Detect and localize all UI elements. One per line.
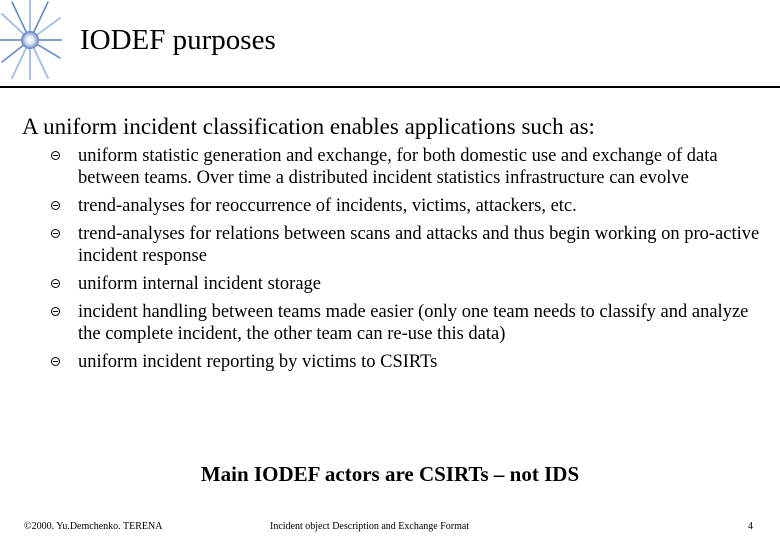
bullet-item: [48, 223, 763, 267]
title-divider: [0, 86, 780, 88]
bullet-text: trend-analyses for reoccurrence of incidents, victims, attackers, etc.: [78, 196, 577, 216]
bullet-list: [48, 145, 763, 379]
bullet-icon: [51, 229, 60, 238]
page-number: 4: [748, 521, 753, 532]
starburst-logo-icon: [0, 0, 62, 80]
summary-statement: Main IODEF actors are CSIRTs – not IDS: [200, 462, 580, 486]
bullet-text: uniform statistic generation and exchange, for both domestic use and exchange of data between teams. Over time a distributed incident statistics infrastructure can evolve: [78, 146, 718, 188]
bullet-icon: [51, 201, 60, 210]
bullet-icon: [51, 307, 60, 316]
bullet-item: [48, 145, 763, 189]
footer-title: Incident object Description and Exchange Format: [270, 521, 470, 532]
bullet-item: [48, 273, 763, 295]
bullet-text: incident handling between teams made easier (only one team needs to classify and analyze the complete incident, the other team can re-use this data): [78, 302, 749, 344]
bullet-item: [48, 351, 763, 373]
intro-text: A uniform incident classification enables applications such as:: [22, 114, 595, 139]
bullet-text: trend-analyses for relations between scans and attacks and thus begin working on pro-active incident response: [78, 224, 760, 266]
bullet-icon: [51, 279, 60, 288]
bullet-icon: [51, 151, 60, 160]
footer-copyright: ©2000. Yu.Demchenko. TERENA: [24, 521, 163, 532]
bullet-text: uniform internal incident storage: [78, 274, 321, 294]
bullet-item: [48, 195, 763, 217]
bullet-text: uniform incident reporting by victims to CSIRTs: [78, 352, 438, 372]
bullet-icon: [51, 357, 60, 366]
slide-title: IODEF purposes: [80, 24, 276, 56]
bullet-item: [48, 301, 763, 345]
